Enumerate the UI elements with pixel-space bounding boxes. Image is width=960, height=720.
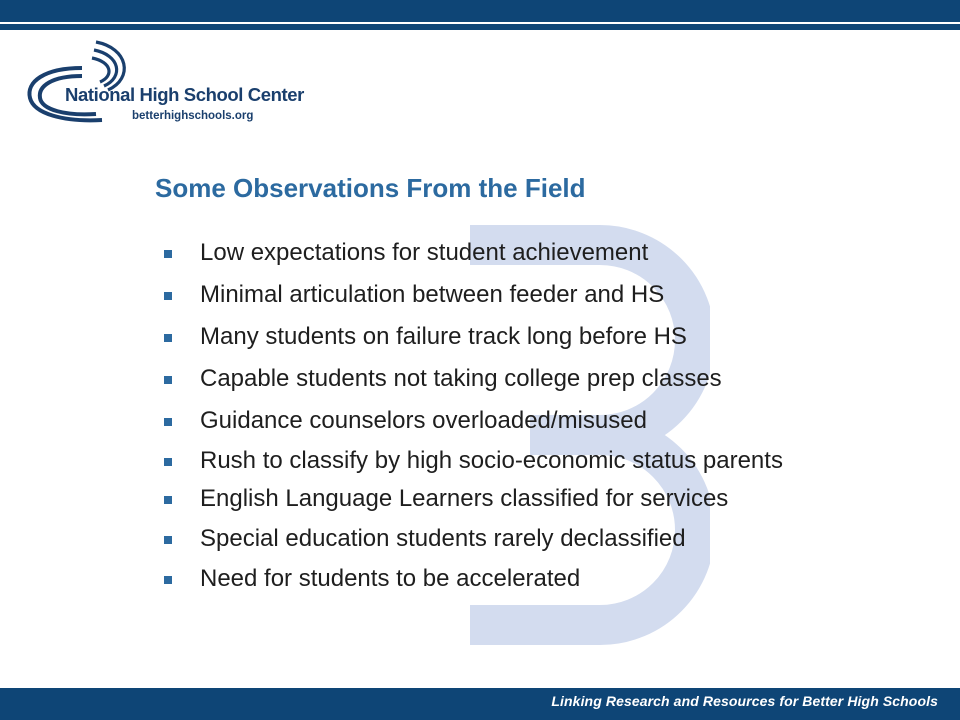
bullet-item bbox=[160, 364, 900, 394]
bullet-square-icon bbox=[164, 418, 172, 426]
bullet-text: Capable students not taking college prep classes bbox=[200, 365, 722, 392]
bullet-item bbox=[160, 484, 900, 514]
bullet-square-icon bbox=[164, 334, 172, 342]
bullet-item bbox=[160, 322, 900, 352]
bullet-text: Guidance counselors overloaded/misused bbox=[200, 407, 647, 434]
bullet-square-icon bbox=[164, 292, 172, 300]
bullet-text: Many students on failure track long before HS bbox=[200, 323, 687, 350]
bullet-text: Minimal articulation between feeder and HS bbox=[200, 281, 665, 308]
bullet-item bbox=[160, 524, 900, 554]
bullet-item bbox=[160, 406, 900, 436]
bullet-text: English Language Learners classified for services bbox=[200, 485, 729, 512]
bullet-item bbox=[160, 280, 900, 310]
bullet-item bbox=[160, 564, 900, 594]
bullet-square-icon bbox=[164, 250, 172, 258]
bullet-item bbox=[160, 238, 900, 268]
bullet-text: Need for students to be accelerated bbox=[200, 565, 581, 592]
header-rule bbox=[0, 24, 960, 30]
bullet-text: Rush to classify by high socio-economic status parents bbox=[200, 447, 783, 474]
bullet-list bbox=[160, 238, 900, 606]
logo-url: betterhighschools.org bbox=[132, 110, 254, 122]
bullet-square-icon bbox=[164, 576, 172, 584]
footer-tagline: Linking Research and Resources for Better High Schools bbox=[551, 693, 938, 709]
bullet-text: Special education students rarely declassified bbox=[200, 525, 686, 552]
logo-name: National High School Center bbox=[65, 84, 304, 105]
header-band bbox=[0, 0, 960, 22]
bullet-text: Low expectations for student achievement bbox=[200, 239, 649, 266]
bullet-square-icon bbox=[164, 458, 172, 466]
slide-title: Some Observations From the Field bbox=[155, 173, 586, 203]
bullet-square-icon bbox=[164, 376, 172, 384]
bullet-item bbox=[160, 446, 900, 476]
logo-swoosh-icon bbox=[24, 38, 136, 124]
bullet-square-icon bbox=[164, 496, 172, 504]
bullet-square-icon bbox=[164, 536, 172, 544]
